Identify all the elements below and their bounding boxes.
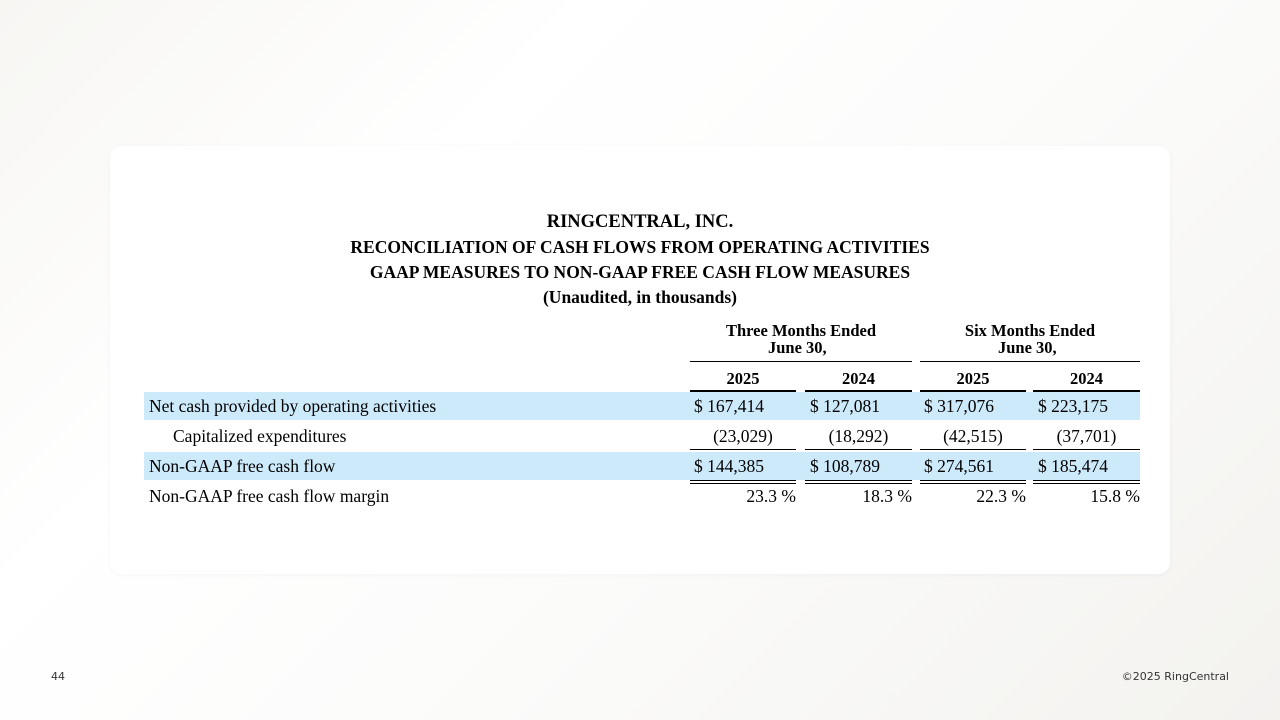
cell-net-cash-3m-2025: $ 167,414 [694, 396, 764, 416]
subtotal-rule-col4 [1033, 449, 1140, 450]
cell-margin-3m-2024: 18.3 % [862, 486, 912, 506]
three-months-rule [690, 361, 912, 362]
page-number: 44 [51, 670, 65, 683]
subtotal-rule-col2 [805, 449, 912, 450]
row-label-capex: Capitalized expenditures [173, 426, 347, 446]
report-subtitle: GAAP MEASURES TO NON-GAAP FREE CASH FLOW MEASURES [369, 262, 911, 282]
cell-fcf-3m-2024: $ 108,789 [810, 456, 880, 476]
cell-capex-6m-2024: (37,701) [1056, 426, 1117, 446]
cell-margin-6m-2024: 15.8 % [1090, 486, 1140, 506]
three-months-label: Three Months Ended [725, 321, 877, 340]
cell-net-cash-6m-2024: $ 223,175 [1038, 396, 1108, 416]
cell-fcf-6m-2024: $ 185,474 [1038, 456, 1108, 476]
year-header-col2: 2024 [842, 369, 875, 388]
cell-capex-3m-2025: (23,029) [713, 426, 773, 446]
cell-capex-3m-2024: (18,292) [828, 426, 889, 446]
cell-net-cash-3m-2024: $ 127,081 [810, 396, 880, 416]
cell-fcf-6m-2025: $ 274,561 [924, 456, 994, 476]
report-title: RECONCILIATION OF CASH FLOWS FROM OPERATING ACTIVITIES [350, 237, 930, 257]
cell-fcf-3m-2025: $ 144,385 [694, 456, 764, 476]
year-header-col4: 2024 [1070, 369, 1103, 388]
six-months-header [920, 322, 1140, 356]
year-header-col1: 2025 [726, 369, 760, 388]
year-header-col3: 2025 [956, 369, 990, 388]
row-label-net-cash: Net cash provided by operating activities [149, 396, 437, 416]
reconciliation-card [110, 146, 1170, 574]
row-label-free-cash-flow: Non-GAAP free cash flow [149, 456, 336, 476]
report-title-block [110, 210, 1170, 310]
row-label-fcf-margin: Non-GAAP free cash flow margin [149, 486, 390, 506]
six-months-rule [920, 361, 1140, 362]
three-months-header [690, 322, 912, 356]
six-months-label: Six Months Ended [964, 321, 1096, 340]
cell-margin-3m-2025: 23.3 % [746, 486, 796, 506]
subtotal-rule-col3 [920, 449, 1026, 450]
subtotal-rule-col1 [690, 449, 796, 450]
report-units-note: (Unaudited, in thousands) [542, 287, 738, 307]
copyright-notice: ©2025 RingCentral [1121, 670, 1229, 683]
company-name: RINGCENTRAL, INC. [546, 212, 734, 232]
cell-capex-6m-2025: (42,515) [943, 426, 1003, 446]
six-months-date: June 30, [998, 338, 1057, 357]
three-months-date: June 30, [768, 338, 827, 357]
cell-margin-6m-2025: 22.3 % [976, 486, 1026, 506]
cell-net-cash-6m-2025: $ 317,076 [924, 396, 994, 416]
